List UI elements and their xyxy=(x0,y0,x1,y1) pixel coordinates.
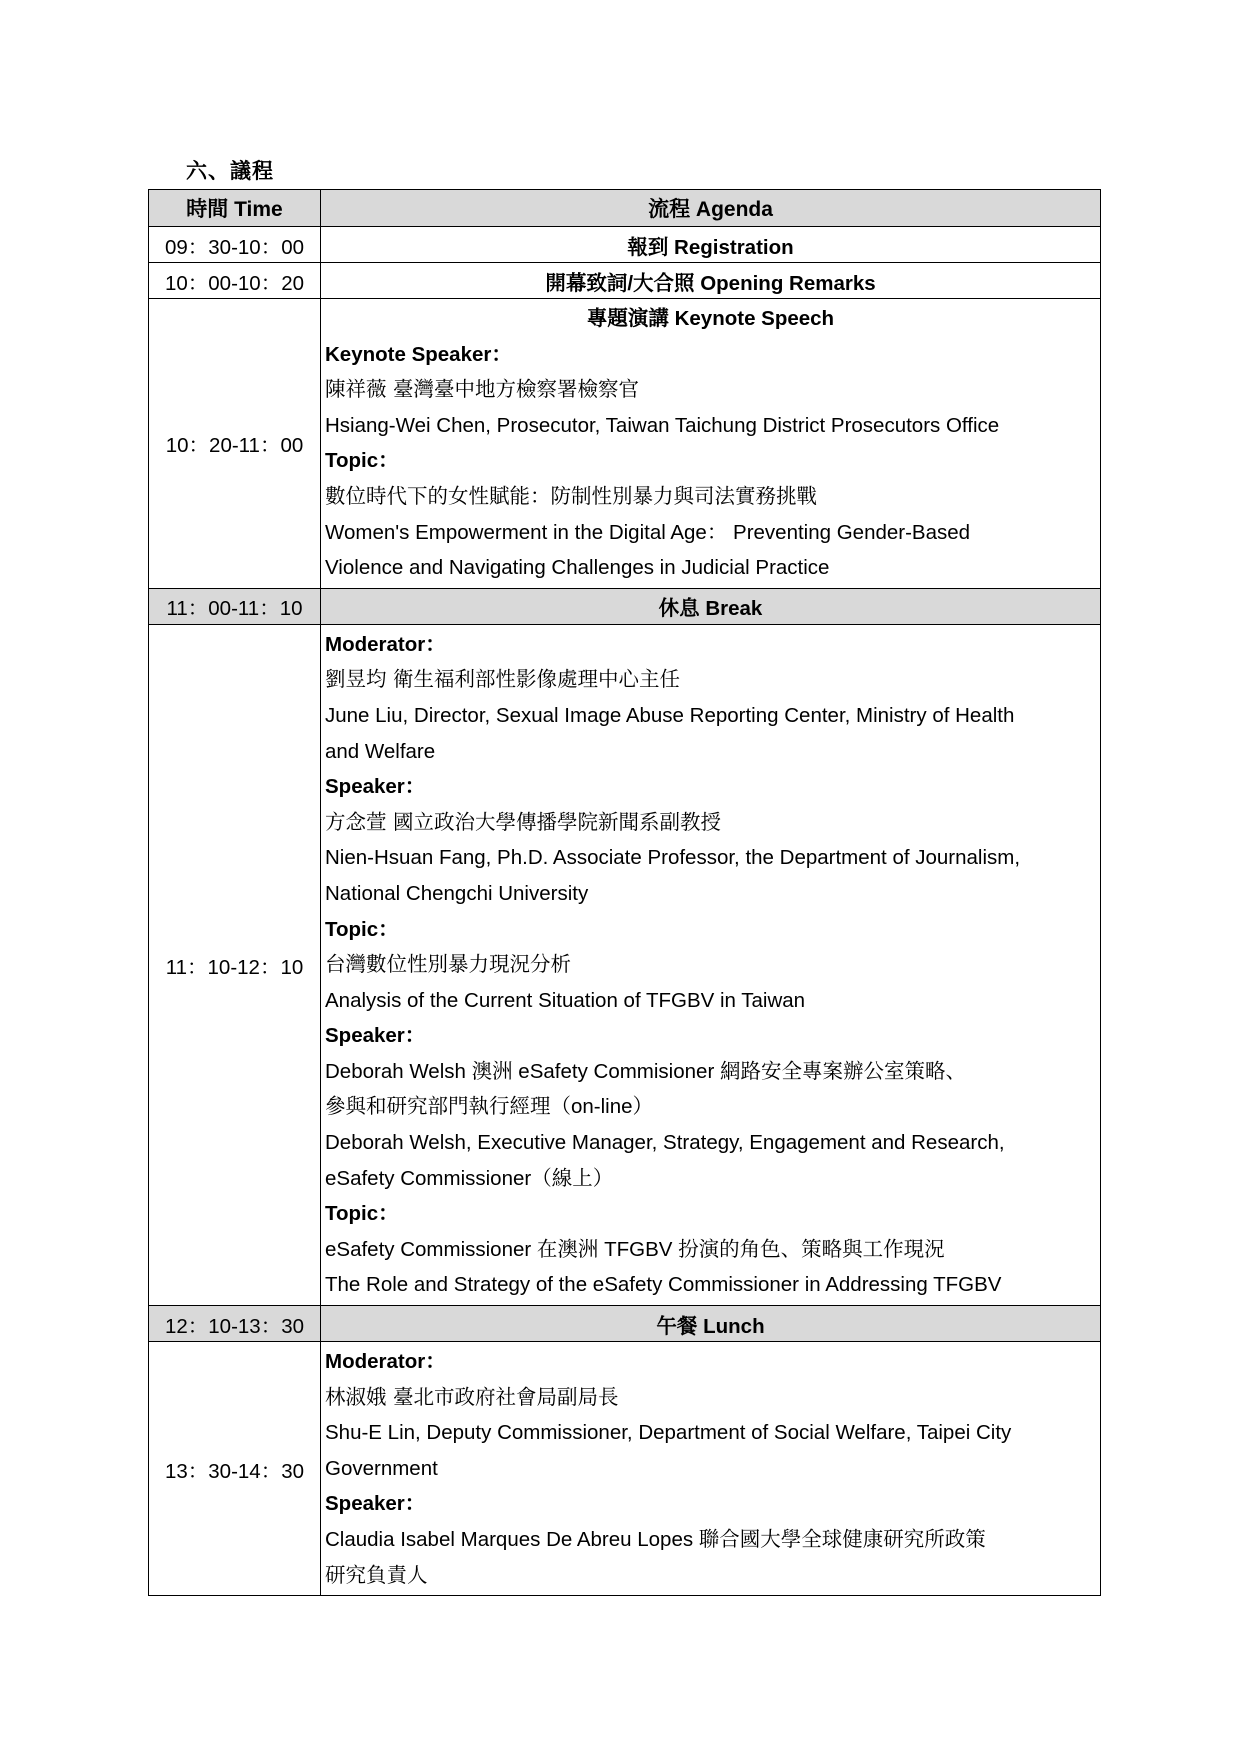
topic-en: The Role and Strategy of the eSafety Commissioner in Addressing TFGBV xyxy=(325,1273,1002,1297)
agenda-title: 開幕致詞/大合照 Opening Remarks xyxy=(321,263,1101,299)
topic-en: Violence and Navigating Challenges in Judicial Practice xyxy=(325,556,830,580)
time-cell: 10：00-10：20 xyxy=(149,263,321,299)
moderator-label: Moderator： xyxy=(325,1350,446,1374)
speaker-name-zh: 參與和研究部門執行經理（on-line） xyxy=(325,1095,654,1119)
topic-en: Women's Empowerment in the Digital Age： Preventing Gender-Based xyxy=(325,520,971,544)
moderator-name-en: and Welfare xyxy=(325,739,436,763)
speaker-label: Speaker： xyxy=(325,775,426,799)
speaker-name-zh: 陳祥薇 臺灣臺中地方檢察署檢察官 xyxy=(325,377,640,402)
speaker-name-en: eSafety Commissioner（線上） xyxy=(325,1166,614,1190)
topic-zh: 數位時代下的女性賦能：防制性別暴力與司法實務挑戰 xyxy=(325,483,817,508)
topic-label: Topic： xyxy=(325,917,399,941)
speaker-name-en: Hsiang-Wei Chen, Prosecutor, Taiwan Taichung District Prosecutors Office xyxy=(325,413,1000,437)
moderator-label: Moderator： xyxy=(325,632,446,656)
moderator-name-en: June Liu, Director, Sexual Image Abuse Reporting Center, Ministry of Health xyxy=(325,703,1015,727)
time-cell: 11：10-12：10 xyxy=(149,624,321,1305)
moderator-name-en: Government xyxy=(325,1456,438,1480)
agenda-title: 午餐 Lunch xyxy=(321,1306,1101,1342)
topic-label: Topic： xyxy=(325,1202,399,1226)
time-cell: 09：30-10：00 xyxy=(149,227,321,263)
agenda-table xyxy=(148,189,1101,1596)
agenda-title: 報到 Registration xyxy=(321,227,1101,263)
speaker-label: Speaker： xyxy=(325,1024,426,1048)
row-keynote xyxy=(149,299,1101,589)
agenda-content xyxy=(321,299,1101,589)
speaker-name-zh: Deborah Welsh 澳洲 eSafety Commisioner 網路安全專案辦公室策略、 xyxy=(325,1059,966,1083)
agenda-content xyxy=(321,1342,1101,1596)
speaker-name: 研究負責人 xyxy=(325,1562,428,1587)
row-session-2 xyxy=(149,1342,1101,1596)
speaker-name-en: National Chengchi University xyxy=(325,881,589,905)
table-header-row xyxy=(149,190,1101,227)
header-time: 時間 Time xyxy=(149,190,321,227)
row-opening xyxy=(149,263,1101,299)
speaker-name-zh: 方念萱 國立政治大學傳播學院新聞系副教授 xyxy=(325,809,722,834)
moderator-name-zh: 劉昱均 衛生福利部性影像處理中心主任 xyxy=(325,667,681,692)
speaker-label: Speaker： xyxy=(325,1492,426,1516)
speaker-label: Keynote Speaker： xyxy=(325,342,512,366)
topic-label: Topic： xyxy=(325,449,399,473)
time-cell: 13：30-14：30 xyxy=(149,1342,321,1596)
topic-en: Analysis of the Current Situation of TFGBV in Taiwan xyxy=(325,988,806,1012)
speaker-name-en: Deborah Welsh, Executive Manager, Strategy, Engagement and Research, xyxy=(325,1131,1005,1155)
moderator-name-en: Shu-E Lin, Deputy Commissioner, Department of Social Welfare, Taipei City xyxy=(325,1421,1012,1445)
row-registration xyxy=(149,227,1101,263)
row-lunch xyxy=(149,1306,1101,1342)
agenda-title: 專題演講 Keynote Speech xyxy=(586,307,835,330)
header-agenda: 流程 Agenda xyxy=(321,190,1101,227)
moderator-name-zh: 林淑娥 臺北市政府社會局副局長 xyxy=(325,1384,619,1409)
agenda-content xyxy=(321,624,1101,1305)
section-heading: 六、議程 xyxy=(186,158,274,183)
topic-zh: 台灣數位性別暴力現況分析 xyxy=(325,952,571,977)
row-session-1 xyxy=(149,624,1101,1305)
time-cell: 10：20-11：00 xyxy=(149,299,321,589)
row-break xyxy=(149,588,1101,624)
speaker-name: Claudia Isabel Marques De Abreu Lopes 聯合國大學全球健康研究所政策 xyxy=(325,1528,986,1551)
time-cell: 11：00-11：10 xyxy=(149,588,321,624)
time-cell: 12：10-13：30 xyxy=(149,1306,321,1342)
agenda-title: 休息 Break xyxy=(321,588,1101,624)
speaker-name-en: Nien-Hsuan Fang, Ph.D. Associate Professor, the Department of Journalism, xyxy=(325,846,1021,870)
topic-zh: eSafety Commissioner 在澳洲 TFGBV 扮演的角色、策略與工作現況 xyxy=(325,1237,945,1261)
